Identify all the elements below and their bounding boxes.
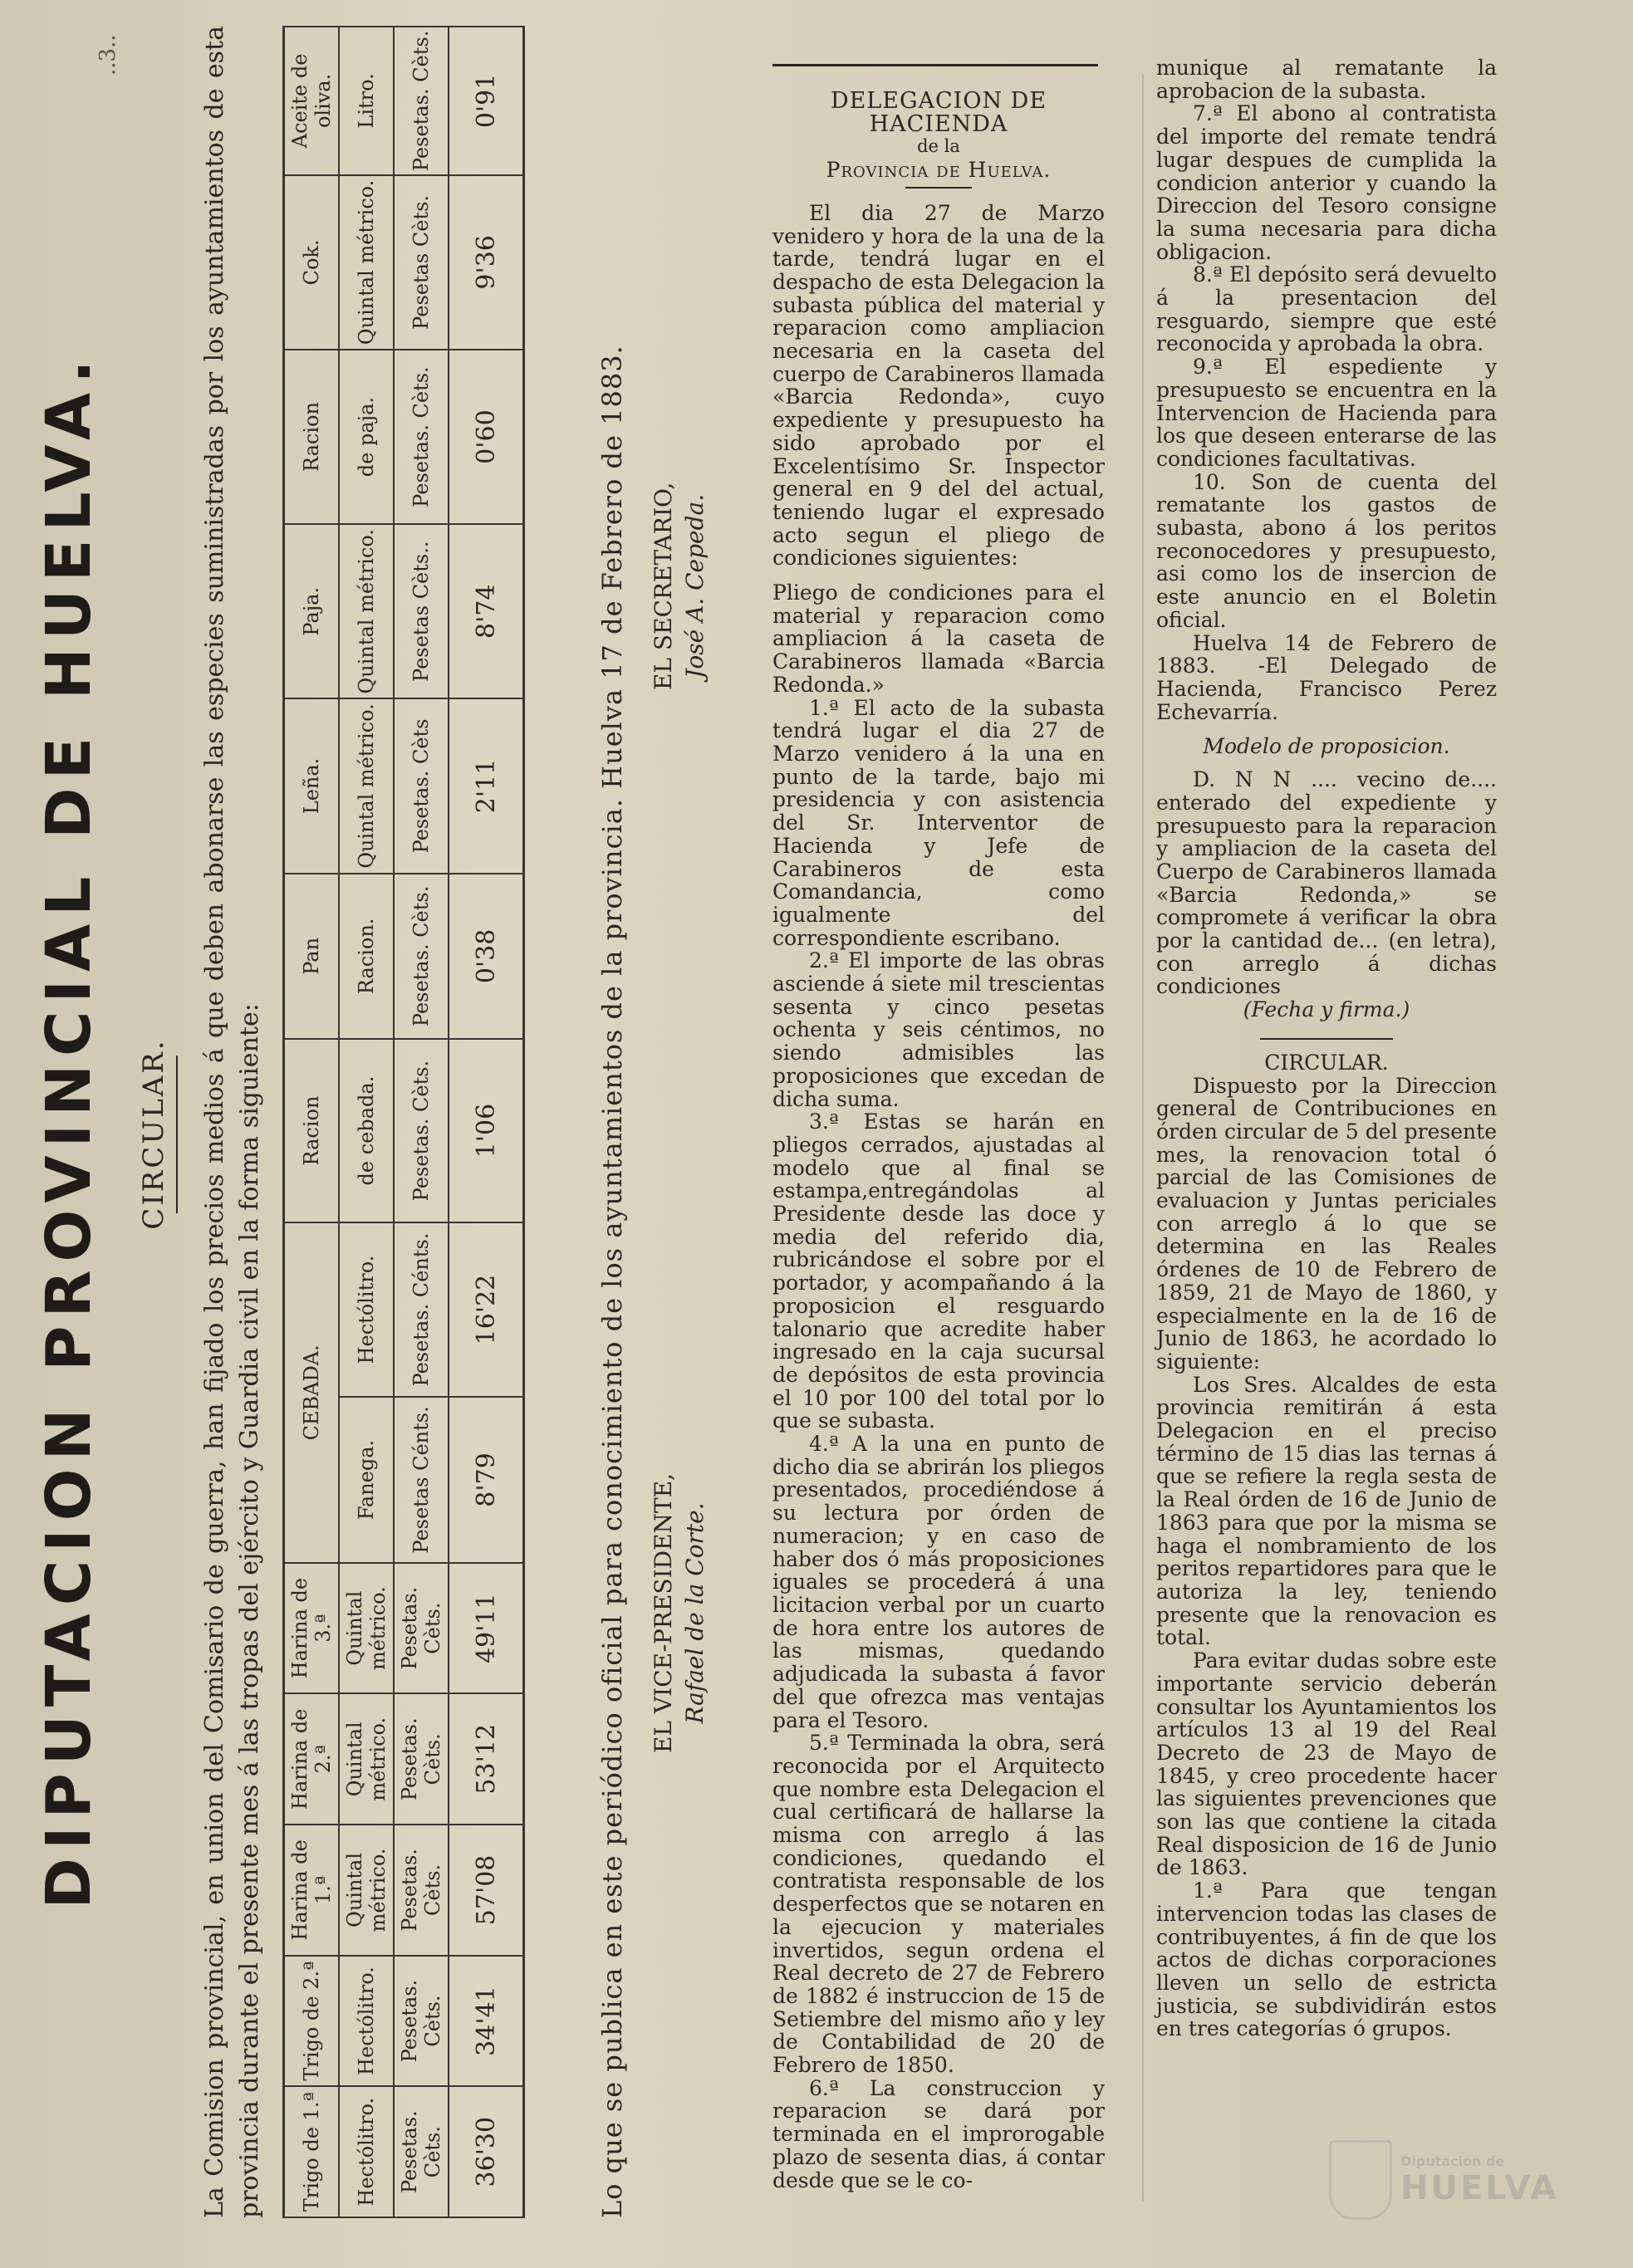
paragraph: 4.ª A la una en punto de dicho dia se abrirán los pliegos presentados, procediéndose á su lectura por órden de numeracion; y en caso de haber dos ó más proposiciones iguales se procederá á una licitacion verbal por un cuarto de hora entre los autores de las mismas, quedando adjudicada la subasta á favor del que ofrezca mas ventajas para el Tesoro. — [772, 1432, 1105, 1732]
value-cell: 16'22 — [449, 1222, 524, 1397]
value-cell: 0'38 — [449, 874, 524, 1040]
paragraph: El dia 27 de Marzo venidero y hora de la una de la tarde, tendrá lugar en el despacho de esta Delegacion la subasta pública del material y reparacion como ampliacion necesaria en la caseta del cuerpo de Carabineros llamada «Barcia Redonda», cuyo expediente y presupuesto ha sido aprobado por el Excelentísimo Sr. Inspector general en 9 del del actual, teniendo lugar el expresado acto segun el pliego de condiciones siguientes: — [772, 200, 1105, 571]
secretary-name: José A. Cepeda. — [681, 493, 709, 678]
unit-cell: Racion. — [339, 874, 394, 1040]
main-title: DIPUTACION PROVINCIAL DE HUELVA. — [33, 351, 105, 1909]
signature-secretary — [648, 483, 711, 690]
unit-cell: Hectólitro. — [339, 1956, 394, 2087]
hacienda-province: Provincia de Huelva. — [826, 158, 1052, 183]
paragraph: 2.ª El importe de las obras asciende á siete mil trescientas sesenta y cinco pesetas ochenta y seis céntimos, no siendo admisibles las proposiciones que excedan de dicha suma. — [772, 948, 1105, 1111]
value-cell: 1'06 — [449, 1039, 524, 1222]
column-divider — [1142, 75, 1144, 2201]
paragraph: 6.ª La construccion y reparacion se dará por terminada en el improrogable plazo de sesenta dias, á contar desde que se le co- — [772, 2075, 1105, 2192]
money-cell: Pesetas Cèts. — [394, 175, 449, 350]
unit-cell: Quintal métrico. — [339, 1693, 394, 1825]
unit-cell: Quintal métrico. — [339, 1825, 394, 1956]
publication-note: Lo que se publica en este periódico oficial para conocimiento de los ayuntamientos de la provincia. Huelva 17 de Febrero de 1883. — [596, 345, 628, 2218]
heading-rule — [176, 1056, 178, 1213]
paragraph: 10. Son de cuenta del rematante los gastos de subasta, abono á los peritos reconocedores y presupuesto, asi como los de insercion de este anuncio en el Boletin oficial. — [1156, 469, 1497, 632]
rotated-circular-section — [0, 0, 731, 2268]
value-cell: 9'36 — [449, 175, 524, 350]
paragraph: D. N N .... vecino de.... enterado del expediente y presupuesto para la reparacion y ampliacion de la caseta del Cuerpo de Carabineros llamada «Barcia Redonda,» se compromete á verificar la obra por la cantidad de... (en letra), con arreglo á dichas condiciones — [1156, 767, 1497, 999]
watermark-line2: HUELVA — [1400, 2168, 1559, 2207]
value-cell: 0'60 — [449, 350, 524, 524]
col-pan: Pan — [284, 874, 340, 1040]
paragraph: Huelva 14 de Febrero de 1883. -El Delegado de Hacienda, Francisco Perez Echevarría. — [1156, 630, 1497, 724]
paragraph: 5.ª Terminada la obra, será reconocida por el Arquitecto que nombre esta Delegacion el cual certificará de hallarse la misma con arreglo á las condiciones, quedando el contratista responsable de los desperfectos que se notaren en la ejecucion y materiales invertidos, segun ordena el Real decreto de 27 de Febrero de 1882 é instruccion de 15 de Setiembre del mismo año y ley de Contabilidad de 20 de Febrero de 1850. — [772, 1731, 1105, 2078]
value-cell: 8'79 — [449, 1397, 524, 1563]
paragraph: Para evitar dudas sobre este importante servicio deberán consultar los Ayuntamientos los artículos 13 al 19 del Real Decreto de 23 de Mayo de 1845, y creo procedente hacer las siguientes prevenciones que son las que contiene la citada Real disposicion de 16 de Junio de 1863. — [1156, 1648, 1497, 1880]
paragraph: 1.ª El acto de la subasta tendrá lugar el dia 27 de Marzo venidero á la una en punto de la tarde, bajo mi presidencia y con asistencia del Sr. Interventor de Hacienda y Jefe de Carabineros de esta Comandancia, como igualmente del correspondiente escribano. — [772, 695, 1105, 950]
paragraph: Dispuesto por la Direccion general de Contribuciones en órden circular de 5 del presente mes, la renovacion total ó parcial de las Comisiones de evaluacion y Juntas periciales con arreglo á lo que se determina en las Reales órdenes de 10 de Febrero de 1859, 21 de Mayo de 1860, y especialmente en la de 16 de Junio de 1863, he acordado lo siguiente: — [1156, 1073, 1497, 1374]
value-cell: 34'41 — [449, 1956, 524, 2087]
col-cebada-group: CEBADA. — [284, 1222, 340, 1563]
unit-cell: Hectólitro. — [339, 2086, 394, 2217]
unit-cell: Hectólitro. — [339, 1222, 394, 1397]
col-lena: Leña. — [284, 698, 340, 873]
unit-cell: Quintal métrico. — [339, 524, 394, 698]
value-cell: 36'30 — [449, 2086, 524, 2217]
vice-title: EL VICE-PRESIDENTE, — [650, 1472, 677, 1753]
money-cell: Pesetas. Cèts. — [394, 1956, 449, 2087]
paragraph: 3.ª Estas se harán en pliegos cerrados, ajustadas al modelo que al final se estampa,entregándolas al Presidente desde las doce y media del referido dia, rubricándose el sobre por el portador, y acompañando á la proposicion el resguardo talonario que acredite haber ingresado en la caja sucursal de depósitos de esta provincia el 10 por 100 del total por lo que se subasta. — [772, 1110, 1105, 1433]
unit-cell: Fanega. — [339, 1397, 394, 1563]
modelo-heading: Modelo de proposicion. — [1203, 734, 1450, 759]
circular-heading: CIRCULAR. — [137, 1038, 170, 1230]
money-cell: Pesetas. Cèts. — [394, 1563, 449, 1694]
money-cell: Pesetas Cénts. — [394, 1397, 449, 1563]
unit-cell: Quintal métrico. — [339, 175, 394, 350]
col-aceite: Aceite de oliva. — [284, 27, 340, 175]
col-trigo1: Trigo de 1.ª — [284, 2086, 340, 2217]
col-harina1: Harina de 1.ª — [284, 1825, 340, 1956]
money-cell: Pesetas. Cèts. — [394, 1825, 449, 1956]
unit-cell: de paja. — [339, 350, 394, 524]
money-cell: Pesetas. Cèts. — [394, 1693, 449, 1825]
paragraph: munique al rematante la aprobacion de la subasta. — [1156, 56, 1497, 103]
section-rule — [1260, 1038, 1393, 1040]
money-cell: Pesetas. Cénts. — [394, 1222, 449, 1397]
hacienda-column — [772, 90, 1105, 2192]
circular-heading-2: CIRCULAR. — [1264, 1050, 1389, 1075]
page-mark: ..3.. — [96, 34, 120, 76]
col-paja: Paja. — [284, 524, 340, 698]
circular-intro: La Comision provincial, en union del Comisario de guerra, han fijado los precios medios á que deben abonarse las especies suministradas por los ayuntamientos de esta provincia durante el presente mes á las tropas del ejército y Guardia civil en la forma siguiente: — [200, 26, 264, 2218]
secretary-title: EL SECRETARIO, — [650, 482, 677, 690]
col-racion-cebada: Racion — [284, 1039, 340, 1222]
paragraph: Pliego de condiciones para el material y reparacion como ampliacion á la caseta de Carabineros llamada «Barcia Redonda.» — [772, 580, 1105, 697]
money-cell: Pesetas. Cèts. — [394, 2086, 449, 2217]
value-cell: 49'11 — [449, 1563, 524, 1694]
hacienda-heading: DELEGACION DE HACIENDA — [830, 88, 1047, 137]
value-cell: 57'08 — [449, 1825, 524, 1956]
paragraph: 9.ª El espediente y presupuesto se encuentra en la Intervencion de Hacienda para los que deseen enterarse de las condiciones facultativas. — [1156, 355, 1497, 471]
unit-cell: Litro. — [339, 27, 394, 175]
fecha-firma: (Fecha y firma.) — [1243, 997, 1410, 1022]
value-cell: 2'11 — [449, 698, 524, 873]
prices-table — [282, 26, 525, 2218]
paragraph: 8.ª El depósito será devuelto á la presentacion del resguardo, siempre que esté reconocida y aprobada la obra. — [1156, 262, 1497, 356]
unit-cell: Quintal métrico. — [339, 1563, 394, 1694]
money-cell: Pesetas. Cèts. — [394, 350, 449, 524]
money-cell: Pesetas Cèts.. — [394, 524, 449, 698]
col-harina2: Harina de 2.ª — [284, 1693, 340, 1825]
vice-name: Rafael de la Corte. — [681, 1502, 709, 1724]
money-cell: Pesetas. Cèts. — [394, 27, 449, 175]
value-cell: 0'91 — [449, 27, 524, 175]
col-trigo2: Trigo de 2.ª — [284, 1956, 340, 2087]
paragraph: 1.ª Para que tengan intervencion todas las clases de contribuyentes, á fin de que los actos de dichas corporaciones lleven un sello de estricta justicia, se subdividirán estos en tres categorías ó grupos. — [1156, 1879, 1497, 2041]
value-cell: 53'12 — [449, 1693, 524, 1825]
paragraph: 7.ª El abono al contratista del importe del remate tendrá lugar despues de cumplida la condicion anterior y cuando la Direccion del Tesoro consigne la suma necesaria para dicha obligacion. — [1156, 101, 1497, 264]
watermark-line1: Diputación de — [1400, 2153, 1505, 2169]
unit-cell: de cebada. — [339, 1039, 394, 1222]
value-cell: 8'74 — [449, 524, 524, 698]
col-cok: Cok. — [284, 175, 340, 350]
heading-rule — [905, 187, 972, 189]
right-column — [1156, 56, 1497, 2040]
money-cell: Pesetas. Cèts. — [394, 1039, 449, 1222]
unit-cell: Quintal métrico. — [339, 698, 394, 873]
money-cell: Pesetas. Cèts. — [394, 874, 449, 1040]
shield-icon — [1329, 2140, 1392, 2220]
column-top-rule — [772, 64, 1098, 66]
paragraph: Los Sres. Alcaldes de esta provincia remitirán á esta Delegacion en el preciso término de 15 dias las ternas á que se refiere la regla sesta de la Real órden de 16 de Junio de 1863 para que por la misma se haga el nombramiento de los peritos repartidores para que le autoriza la ley, teniendo presente que la renovacion es total. — [1156, 1372, 1497, 1650]
hacienda-de: de la — [917, 136, 960, 157]
col-harina3: Harina de 3.ª — [284, 1563, 340, 1694]
archive-watermark — [1329, 2130, 1603, 2230]
money-cell: Pesetas. Cèts — [394, 698, 449, 873]
col-racion-paja: Racion — [284, 350, 340, 524]
signature-vice-president — [648, 1473, 711, 1753]
